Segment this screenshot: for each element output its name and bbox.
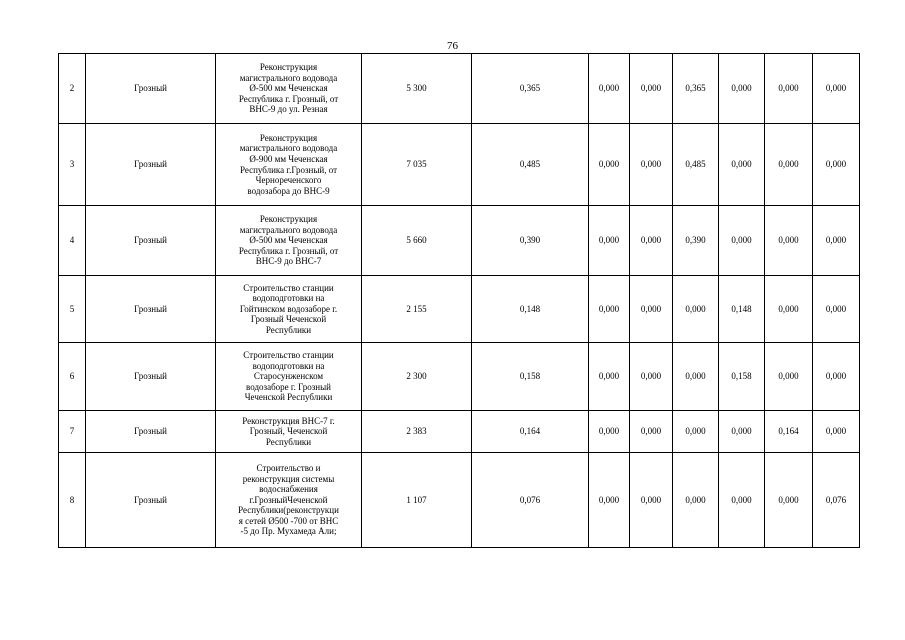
total-cell: 0,148 xyxy=(472,276,589,343)
table-row xyxy=(59,411,860,453)
description-line: водоподготовки на xyxy=(252,293,325,304)
total-cell: 0,485 xyxy=(472,124,589,206)
value-cell: 0,000 xyxy=(589,411,630,453)
description-line: водозабора до ВНС-9 xyxy=(247,185,330,196)
city-cell: Грозный xyxy=(86,124,216,206)
description-line: Старосунженском xyxy=(253,371,324,382)
row-number-cell: 4 xyxy=(59,206,86,276)
value-cell: 0,000 xyxy=(589,54,630,124)
description-line: водоснабжения xyxy=(259,484,318,495)
total-cell: 0,164 xyxy=(472,411,589,453)
description-cell xyxy=(216,411,362,453)
value-cell: 0,365 xyxy=(673,54,719,124)
value-cell: 0,158 xyxy=(719,343,765,411)
city-cell: Грозный xyxy=(86,343,216,411)
city-cell: Грозный xyxy=(86,276,216,343)
row-number-cell: 3 xyxy=(59,124,86,206)
row-number-cell: 8 xyxy=(59,453,86,548)
description-line: ВНС-9 до ВНС-7 xyxy=(255,256,322,267)
length-cell: 2 155 xyxy=(362,276,472,343)
description-line: Республика г.Грозный, от xyxy=(239,164,338,175)
description-line: реконструкция системы xyxy=(242,473,335,484)
value-cell: 0,000 xyxy=(589,343,630,411)
description-line: Ø-900 мм Чеченская xyxy=(249,153,328,164)
value-cell: 0,000 xyxy=(765,206,813,276)
description-line: Реконструкция xyxy=(259,132,318,143)
total-cell: 0,365 xyxy=(472,54,589,124)
value-cell: 0,000 xyxy=(673,453,719,548)
value-cell: 0,000 xyxy=(719,411,765,453)
value-cell: 0,000 xyxy=(765,276,813,343)
row-number-cell: 6 xyxy=(59,343,86,411)
description-line: магистрального водовода xyxy=(239,72,338,83)
length-cell: 2 300 xyxy=(362,343,472,411)
description-line: Республики(реконструкци xyxy=(238,505,339,516)
description-line: Гойтинском водозаборе г. xyxy=(239,303,338,314)
value-cell: 0,390 xyxy=(673,206,719,276)
description-line: г.ГрозныйЧеченской xyxy=(249,494,328,505)
table-row xyxy=(59,453,860,548)
city-cell: Грозный xyxy=(86,453,216,548)
total-cell: 0,076 xyxy=(472,453,589,548)
description-line: магистрального водовода xyxy=(239,224,338,235)
description-cell xyxy=(216,124,362,206)
value-cell: 0,000 xyxy=(630,54,673,124)
description-cell xyxy=(216,343,362,411)
table-row xyxy=(59,124,860,206)
description-line: Ø-500 мм Чеченская xyxy=(249,235,328,246)
description-line: Строительство станции xyxy=(243,350,334,361)
description-line: Республика г. Грозный, от xyxy=(238,245,339,256)
value-cell: 0,076 xyxy=(813,453,860,548)
row-number-cell: 5 xyxy=(59,276,86,343)
value-cell: 0,000 xyxy=(630,206,673,276)
length-cell: 7 035 xyxy=(362,124,472,206)
value-cell: 0,000 xyxy=(630,411,673,453)
value-cell: 0,000 xyxy=(765,124,813,206)
value-cell: 0,000 xyxy=(719,124,765,206)
row-number-cell: 2 xyxy=(59,54,86,124)
value-cell: 0,000 xyxy=(719,453,765,548)
description-cell xyxy=(216,54,362,124)
description-line: Строительство и xyxy=(256,462,321,473)
value-cell: 0,164 xyxy=(765,411,813,453)
description-line: Реконструкция xyxy=(259,62,318,73)
value-cell: 0,000 xyxy=(589,453,630,548)
value-cell: 0,000 xyxy=(673,343,719,411)
length-cell: 5 660 xyxy=(362,206,472,276)
value-cell: 0,000 xyxy=(765,343,813,411)
description-line: магистрального водовода xyxy=(239,143,338,154)
value-cell: 0,000 xyxy=(630,343,673,411)
table-row xyxy=(59,206,860,276)
description-line: Грозный, Чеченской xyxy=(249,426,328,437)
value-cell: 0,000 xyxy=(589,124,630,206)
table-row xyxy=(59,343,860,411)
city-cell: Грозный xyxy=(86,206,216,276)
description-line: водозаборе г. Грозный xyxy=(246,381,331,392)
description-line: я сетей Ø500 -700 от ВНС xyxy=(238,515,339,526)
value-cell: 0,000 xyxy=(630,453,673,548)
value-cell: 0,000 xyxy=(589,276,630,343)
description-line: Ø-500 мм Чеченская xyxy=(249,83,328,94)
city-cell: Грозный xyxy=(86,54,216,124)
description-line: Республика г. Грозный, от xyxy=(238,93,339,104)
value-cell: 0,000 xyxy=(813,276,860,343)
total-cell: 0,158 xyxy=(472,343,589,411)
value-cell: 0,000 xyxy=(813,54,860,124)
description-line: Грозный Чеченской xyxy=(250,314,327,325)
value-cell: 0,000 xyxy=(673,276,719,343)
value-cell: 0,000 xyxy=(589,206,630,276)
value-cell: 0,000 xyxy=(765,54,813,124)
value-cell: 0,148 xyxy=(719,276,765,343)
value-cell: 0,000 xyxy=(813,206,860,276)
length-cell: 5 300 xyxy=(362,54,472,124)
row-number-cell: 7 xyxy=(59,411,86,453)
description-line: Строительство станции xyxy=(243,282,334,293)
value-cell: 0,000 xyxy=(813,124,860,206)
description-line: ВНС-9 до ул. Резная xyxy=(249,104,328,115)
description-line: Реконструкция ВНС-7 г. xyxy=(242,415,335,426)
length-cell: 2 383 xyxy=(362,411,472,453)
description-cell xyxy=(216,206,362,276)
description-line: Чеченской Республики xyxy=(244,392,333,403)
page-number: 76 xyxy=(447,40,458,52)
description-line: Республики xyxy=(265,436,312,447)
description-cell xyxy=(216,453,362,548)
table-row xyxy=(59,54,860,124)
table-row xyxy=(59,276,860,343)
description-line: -5 до Пр. Мухамеда Али; xyxy=(240,526,337,537)
description-line: Реконструкция xyxy=(259,214,318,225)
value-cell: 0,000 xyxy=(813,411,860,453)
value-cell: 0,000 xyxy=(630,124,673,206)
value-cell: 0,000 xyxy=(719,206,765,276)
city-cell: Грозный xyxy=(86,411,216,453)
total-cell: 0,390 xyxy=(472,206,589,276)
value-cell: 0,000 xyxy=(719,54,765,124)
value-cell: 0,000 xyxy=(630,276,673,343)
value-cell: 0,000 xyxy=(673,411,719,453)
description-cell xyxy=(216,276,362,343)
data-table xyxy=(58,53,860,548)
value-cell: 0,485 xyxy=(673,124,719,206)
description-line: Чернореченского xyxy=(255,175,322,186)
description-line: водоподготовки на xyxy=(252,360,325,371)
length-cell: 1 107 xyxy=(362,453,472,548)
value-cell: 0,000 xyxy=(765,453,813,548)
value-cell: 0,000 xyxy=(813,343,860,411)
description-line: Республики xyxy=(265,324,312,335)
